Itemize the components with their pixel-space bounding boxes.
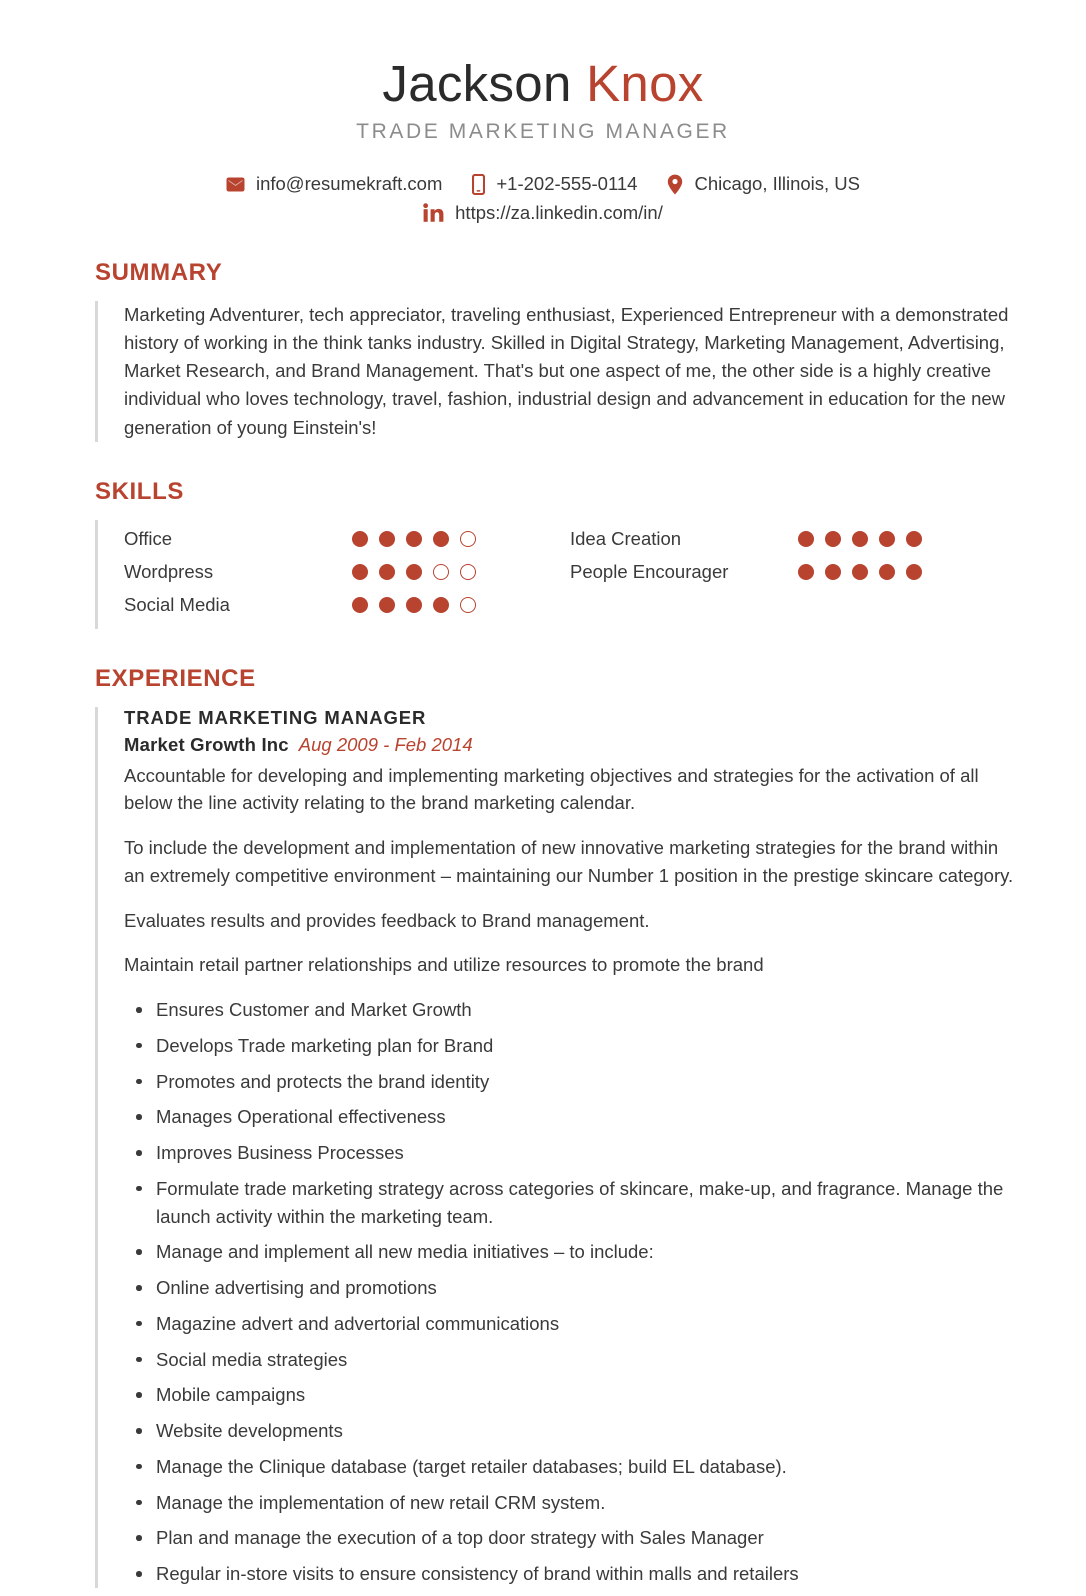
rating-dot-filled xyxy=(379,597,395,613)
rating-dot-empty xyxy=(460,531,476,547)
experience-meta xyxy=(124,733,1016,758)
experience-bullet: Online advertising and promotions xyxy=(124,1274,1016,1302)
contact-phone-text: +1-202-555-0114 xyxy=(496,173,638,195)
experience-bullet: Manage and implement all new media initiatives – to include: xyxy=(124,1238,1016,1266)
experience-paragraph: Evaluates results and provides feedback to Brand management. xyxy=(124,909,650,931)
experience-title: EXPERIENCE xyxy=(95,664,256,692)
first-name: Jackson xyxy=(382,55,572,112)
experience-paragraph: Accountable for developing and implementing marketing objectives and strategies for the activation of all below the line activity relating to the brand marketing calendar. xyxy=(124,764,979,814)
rating-dot-filled xyxy=(406,564,422,580)
skill-rating-dots xyxy=(798,564,922,580)
rating-dot-filled xyxy=(825,531,841,547)
rating-dot-filled xyxy=(379,531,395,547)
rating-dot-filled xyxy=(406,597,422,613)
experience-bullet: Mobile campaigns xyxy=(124,1381,1016,1409)
skill-row xyxy=(124,590,570,620)
candidate-name xyxy=(0,56,1086,111)
rating-dot-empty xyxy=(433,564,449,580)
rating-dot-filled xyxy=(879,531,895,547)
linkedin-icon xyxy=(423,203,444,223)
contact-linkedin-text: https://za.linkedin.com/in/ xyxy=(455,201,663,223)
experience-paragraph: Maintain retail partner relationships and utilize resources to promote the brand xyxy=(124,954,764,976)
experience-entry xyxy=(124,707,1016,1588)
contact-location-text: Chicago, Illinois, US xyxy=(694,173,860,195)
skills-column-left xyxy=(124,524,570,623)
map-pin-icon xyxy=(667,174,683,195)
contact-phone[interactable] xyxy=(472,174,637,195)
experience-paragraph: To include the development and implementation of new innovative marketing strategies for the brand within an extremely competitive environment – maintaining our Number 1 position in the prestige skincare category. xyxy=(124,837,1014,886)
contact-linkedin[interactable] xyxy=(423,203,663,223)
experience-section xyxy=(0,665,1086,1588)
skills-title: SKILLS xyxy=(95,477,184,505)
skill-label: Social Media xyxy=(124,593,230,615)
experience-bullet: Website developments xyxy=(124,1417,1016,1445)
rating-dot-filled xyxy=(406,531,422,547)
experience-bullet: Manage the Clinique database (target retailer databases; build EL database). xyxy=(124,1453,1016,1481)
experience-bullet-list xyxy=(124,996,1016,1588)
experience-body xyxy=(95,707,1016,1588)
summary-body xyxy=(95,301,1016,442)
experience-bullet: Improves Business Processes xyxy=(124,1139,1016,1167)
experience-bullet: Formulate trade marketing strategy across categories of skincare, make-up, and fragrance. Manage the launch activity within the marketing team. xyxy=(124,1175,1016,1231)
skill-label: Office xyxy=(124,527,172,549)
rating-dot-filled xyxy=(852,531,868,547)
skills-grid xyxy=(124,520,1016,629)
rating-dot-filled xyxy=(433,531,449,547)
skills-section xyxy=(0,478,1086,629)
contact-email[interactable] xyxy=(226,175,442,194)
rating-dot-filled xyxy=(352,564,368,580)
experience-bullet: Develops Trade marketing plan for Brand xyxy=(124,1032,1016,1060)
contact-block xyxy=(0,174,1086,223)
rating-dot-filled xyxy=(433,597,449,613)
rating-dot-empty xyxy=(460,597,476,613)
job-subtitle: TRADE MARKETING MANAGER xyxy=(356,120,730,144)
experience-bullet: Regular in-store visits to ensure consistency of brand within malls and retailers xyxy=(124,1560,1016,1588)
summary-text: Marketing Adventurer, tech appreciator, traveling enthusiast, Experienced Entrepreneur with a demonstrated history of working in the think tanks industry. Skilled in Digital Strategy, Marketing Management, Advertising, Market Research, and Brand Management. That's but one aspect of me, the other side is a highly creative individual who loves technology, travel, fashion, industrial design and advancement in education for the new generation of young Einstein's! xyxy=(124,304,1009,438)
skill-label: People Encourager xyxy=(570,560,729,582)
skill-rating-dots xyxy=(798,531,922,547)
skills-body xyxy=(95,520,1016,629)
experience-bullet: Promotes and protects the brand identity xyxy=(124,1068,1016,1096)
skill-row xyxy=(570,524,1016,554)
experience-bullet: Manage the implementation of new retail CRM system. xyxy=(124,1489,1016,1517)
experience-role: TRADE MARKETING MANAGER xyxy=(124,706,427,728)
contact-location[interactable] xyxy=(667,174,860,195)
envelope-icon xyxy=(226,177,245,192)
contact-row-primary xyxy=(226,174,860,195)
skill-label: Wordpress xyxy=(124,560,214,582)
rating-dot-empty xyxy=(460,564,476,580)
experience-bullet: Social media strategies xyxy=(124,1346,1016,1374)
summary-title: SUMMARY xyxy=(95,259,223,287)
skill-row xyxy=(570,557,1016,587)
contact-email-text: info@resumekraft.com xyxy=(255,173,443,195)
skill-label: Idea Creation xyxy=(570,527,682,549)
resume-header xyxy=(0,0,1086,144)
rating-dot-filled xyxy=(906,564,922,580)
experience-bullet: Magazine advert and advertorial communications xyxy=(124,1310,1016,1338)
rating-dot-filled xyxy=(352,531,368,547)
mobile-phone-icon xyxy=(472,174,485,195)
rating-dot-filled xyxy=(379,564,395,580)
experience-dates: Aug 2009 - Feb 2014 xyxy=(298,733,473,755)
contact-row-secondary xyxy=(423,203,663,223)
skill-rating-dots xyxy=(352,597,476,613)
experience-company: Market Growth Inc xyxy=(124,733,289,755)
experience-bullet: Ensures Customer and Market Growth xyxy=(124,996,1016,1024)
summary-section xyxy=(0,259,1086,442)
skill-rating-dots xyxy=(352,564,476,580)
rating-dot-filled xyxy=(798,531,814,547)
experience-bullet: Manages Operational effectiveness xyxy=(124,1103,1016,1131)
skill-row xyxy=(124,524,570,554)
rating-dot-filled xyxy=(798,564,814,580)
rating-dot-filled xyxy=(825,564,841,580)
rating-dot-filled xyxy=(352,597,368,613)
experience-bullet: Plan and manage the execution of a top door strategy with Sales Manager xyxy=(124,1524,1016,1552)
skills-column-right xyxy=(570,524,1016,623)
experience-entry-list xyxy=(124,707,1016,1588)
last-name: Knox xyxy=(586,55,704,112)
skill-rating-dots xyxy=(352,531,476,547)
rating-dot-filled xyxy=(879,564,895,580)
skill-row xyxy=(124,557,570,587)
rating-dot-filled xyxy=(906,531,922,547)
rating-dot-filled xyxy=(852,564,868,580)
